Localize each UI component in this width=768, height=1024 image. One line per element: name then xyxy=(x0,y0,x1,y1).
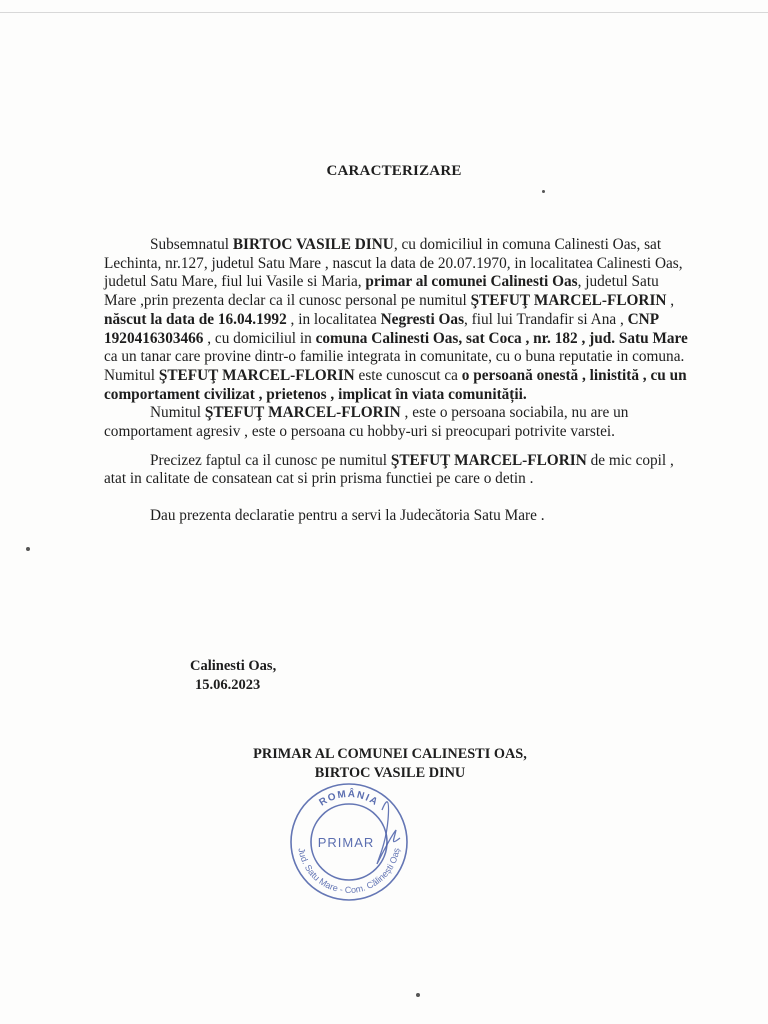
text-segment: Dau prezenta declaratie pentru a servi la Judecătoria Satu Mare . xyxy=(150,507,545,525)
bold-text-segment: BIRTOC VASILE DINU xyxy=(232,236,394,253)
text-segment: , in localitatea xyxy=(286,310,381,328)
official-stamp xyxy=(282,780,422,915)
text-segment: , cu domiciliul in xyxy=(203,329,316,347)
bold-text-segment: Negresti Oas xyxy=(380,310,465,328)
bold-text-segment: ŞTEFUŢ MARCEL-FLORIN xyxy=(390,451,587,469)
bold-text-segment: CNP 1920416303466 xyxy=(104,310,659,347)
paragraph-4 xyxy=(104,507,688,526)
bold-text-segment: ŞTEFUŢ MARCEL-FLORIN xyxy=(158,366,355,384)
paragraph-2 xyxy=(104,404,688,441)
paragraph-3 xyxy=(104,452,688,489)
paper-speck xyxy=(26,547,30,551)
text-segment: , fiul lui Trandafir si Ana , xyxy=(464,310,628,328)
place: Calinesti Oas, xyxy=(190,658,277,674)
text-segment: , este o persoana sociabila, nu are un comportament agresiv , este o persoana cu hobby-uri si preocupari potrivite varstei. xyxy=(104,404,629,441)
bold-text-segment: primar al comunei Calinesti Oas xyxy=(365,273,578,291)
document-body xyxy=(104,236,688,526)
text-segment: de mic copil , atat in calitate de consatean cat si prin prisma functiei pe care o detin . xyxy=(104,451,674,488)
svg-text:ROMÂNIA xyxy=(318,787,381,809)
stamp-center-text: PRIMAR xyxy=(317,835,375,850)
text-segment: , xyxy=(666,292,675,310)
text-segment: Subsemnatul xyxy=(150,236,233,253)
stamp-top-text: ROMÂNIA xyxy=(317,788,381,809)
document-title: CARACTERIZARE xyxy=(326,163,462,179)
bold-text-segment: comuna Calinesti Oas, sat Coca , nr. 182 , jud. Satu Mare xyxy=(315,329,688,347)
signature-name: BIRTOC VASILE DINU xyxy=(314,765,466,781)
date: 15.06.2023 xyxy=(195,677,261,693)
paragraph-1 xyxy=(104,236,688,404)
paper-speck xyxy=(542,190,545,193)
text-segment: , cu domiciliul in comuna Calinesti Oas, sat Lechinta, nr.127, judetul Satu Mare , nascut la data de 20.07.1970, in localitatea Calinesti Oas, judetul Satu Mare, fiul lui Vasile si Maria, xyxy=(104,236,683,291)
place-and-date xyxy=(190,657,276,695)
text-segment: ca un tanar care provine dintr-o familie integrata in comunitate, cu o buna reputatie in comuna. Numitul xyxy=(104,348,685,384)
text-segment: , judetul Satu Mare ,prin prezenta declar ca il cunosc personal pe numitul xyxy=(104,273,659,310)
bold-text-segment: ŞTEFUŢ MARCEL-FLORIN xyxy=(470,292,667,310)
bold-text-segment: ŞTEFUŢ MARCEL-FLORIN xyxy=(204,404,401,422)
text-segment: Numitul xyxy=(150,404,205,422)
text-segment: Precizez faptul ca il cunosc pe numitul xyxy=(150,451,391,469)
stamp-ring-text: Jud. Satu Mare - Com. Călinești Oaș xyxy=(296,847,402,896)
signature-title: PRIMAR AL COMUNEI CALINESTI OAS, xyxy=(253,746,527,762)
bold-text-segment: o persoană onestă , linistită , cu un comportament civilizat , prietenos , implicat în viata comunității. xyxy=(104,366,687,403)
signature-block xyxy=(240,745,540,783)
page-top-rule xyxy=(0,12,768,13)
text-segment: este cunoscut ca xyxy=(354,366,462,384)
stamp-seal-icon xyxy=(282,780,422,910)
bold-text-segment: născut la data de 16.04.1992 xyxy=(104,310,287,328)
paper-speck xyxy=(416,993,420,997)
